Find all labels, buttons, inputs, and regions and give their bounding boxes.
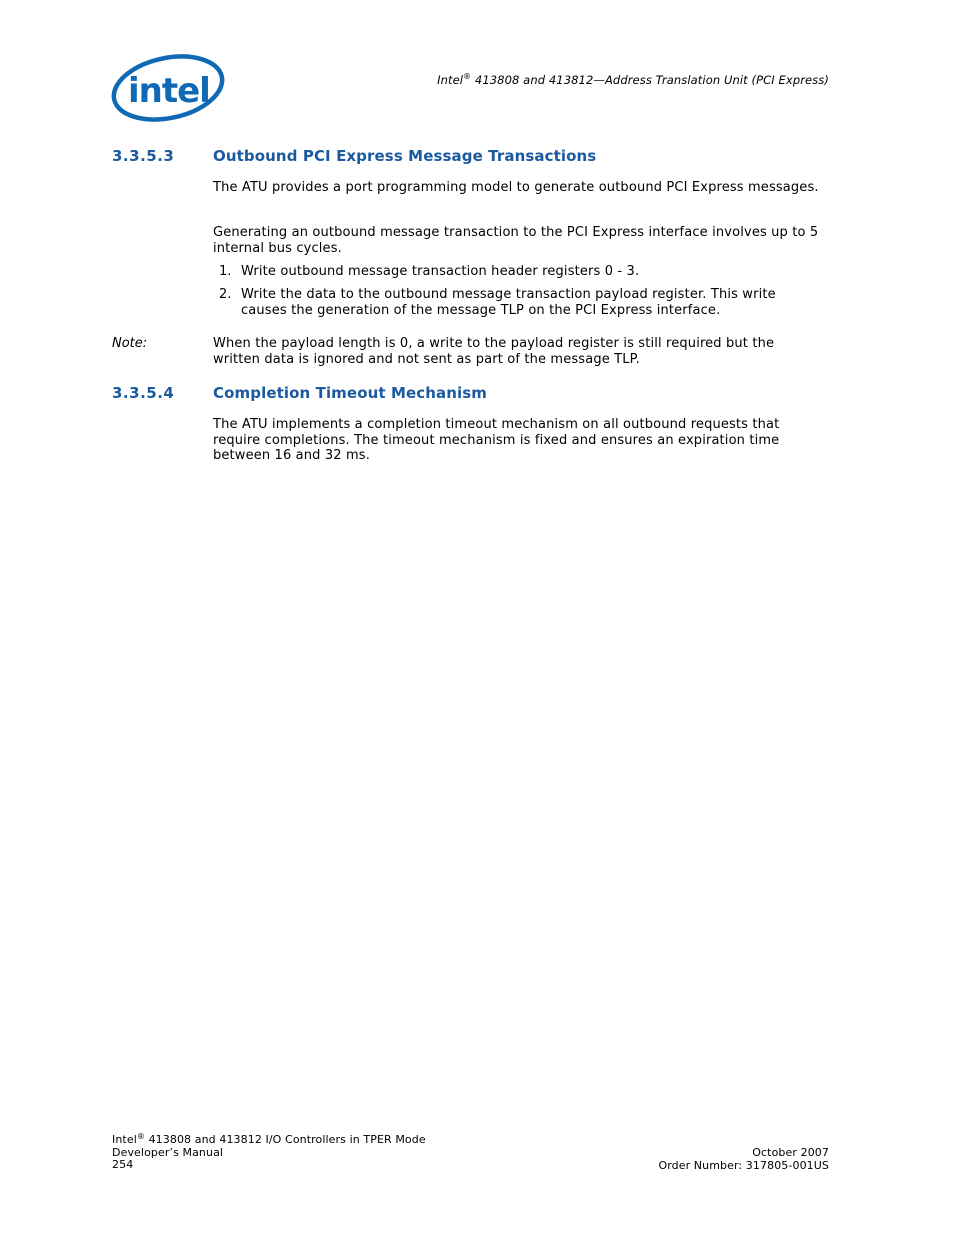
- section-title: Completion Timeout Mechanism: [213, 384, 488, 402]
- footer-right: [560, 1147, 829, 1172]
- footer-order-number: Order Number: 317805-001US: [658, 1158, 829, 1172]
- footer-date: October 2007: [752, 1146, 829, 1159]
- intel-logo: [110, 50, 228, 124]
- list-item-number: 1.: [219, 264, 232, 279]
- svg-text:intel: intel: [128, 71, 210, 111]
- footer-left: [112, 1134, 426, 1172]
- footer-manual: Developer’s Manual: [112, 1145, 224, 1159]
- header-reg-mark: ®: [463, 72, 472, 81]
- page-number: 254: [112, 1158, 134, 1171]
- running-header: [330, 73, 829, 87]
- list-item-text: Write outbound message transaction header registers 0 - 3.: [241, 264, 640, 279]
- intel-logo-icon: [110, 50, 228, 124]
- footer-brand: Intel: [112, 1133, 137, 1146]
- footer-doc-title: [112, 1134, 426, 1147]
- note-text: When the payload length is 0, a write to the payload register is still required but the written data is ignored and not sent as part of the message TLP.: [213, 336, 775, 367]
- section-title: Outbound PCI Express Message Transactions: [213, 147, 597, 165]
- footer-doc-title-text: 413808 and 413812 I/O Controllers in TPER Mode: [144, 1133, 426, 1146]
- list-item-text: Write the data to the outbound message transaction payload register. This write causes the generation of the message TLP on the PCI Express interface.: [241, 287, 776, 318]
- note-label: Note:: [112, 336, 148, 351]
- paragraph: The ATU implements a completion timeout mechanism on all outbound requests that require completions. The timeout mechanism is fixed and ensures an expiration time between 16 and 32 ms.: [213, 417, 780, 464]
- section-number: 3.3.5.3: [112, 147, 175, 165]
- section-number: 3.3.5.4: [112, 384, 175, 402]
- header-brand: Intel: [437, 73, 464, 87]
- header-title-text: 413808 and 413812—Address Translation Unit (PCI Express): [471, 73, 829, 87]
- list-item-number: 2.: [219, 287, 232, 302]
- paragraph: The ATU provides a port programming model to generate outbound PCI Express messages.: [213, 180, 819, 195]
- paragraph: Generating an outbound message transaction to the PCI Express interface involves up to 5 internal bus cycles.: [213, 225, 819, 256]
- footer-reg-mark: ®: [136, 1132, 145, 1141]
